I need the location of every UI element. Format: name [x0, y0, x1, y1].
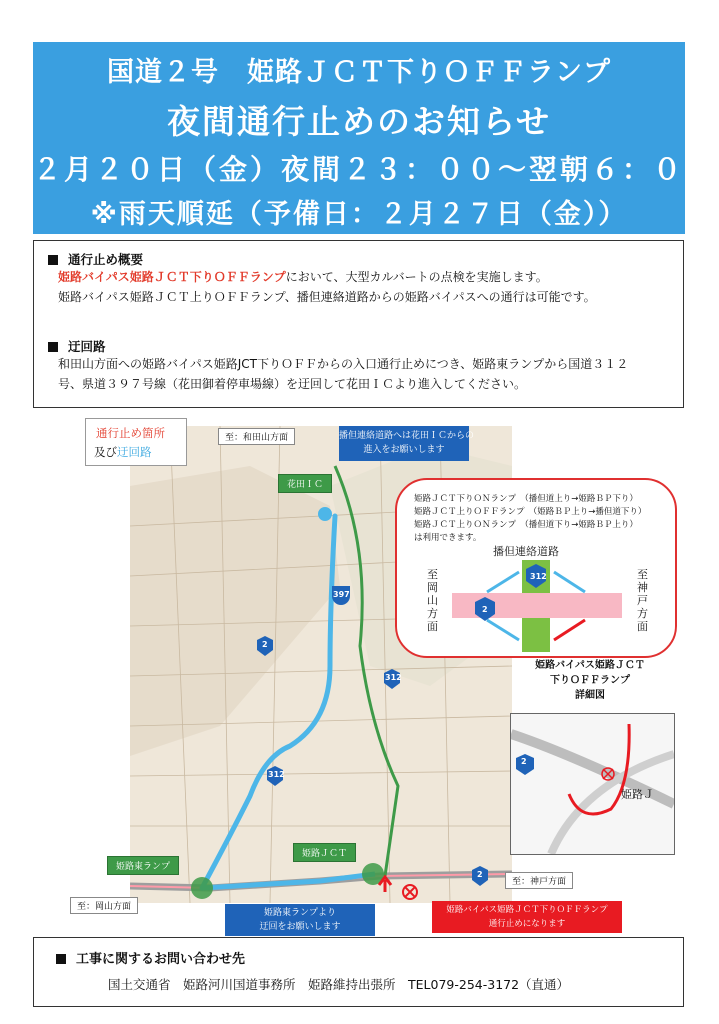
closed-ramp	[554, 620, 585, 640]
banner-datetime: ２月２０日（金）夜間２３：００～翌朝６：００	[33, 153, 716, 186]
detour-heading: 迂回路	[48, 337, 106, 355]
route-312-label-b: 312	[268, 770, 285, 779]
to-wadayama-label: 至：和田山方面	[218, 428, 295, 445]
callout-row-3: 姫路ＪＣＴ上りＯＮランプ （播但道下り→姫路ＢＰ上り）	[414, 520, 638, 530]
contact-body: 国土交通省 姫路河川国道事務所 姫路維持出張所 TEL079-254-3172（直通）	[108, 977, 570, 992]
to-okayama-label: 至：岡山方面	[70, 897, 138, 914]
ramp-b	[487, 620, 519, 640]
square-bullet-icon	[48, 255, 58, 265]
square-bullet-icon	[56, 954, 66, 964]
contact-box	[33, 937, 684, 1007]
banner-route-title: 国道２号 姫路ＪＣＴ下りＯＦＦランプ	[107, 57, 611, 88]
detour-request-note: 姫路東ランプより 迂回をお願いします	[225, 904, 375, 936]
callout-to-kobe: 至神戸方面	[637, 568, 648, 633]
route-2-label-b: 2	[477, 870, 483, 879]
callout-row-2: 姫路ＪＣＴ上りＯＦＦランプ （姫路ＢＰ上り→播但道下り）	[414, 507, 647, 517]
detail-himeji-label: 姫路Ｊ	[621, 788, 654, 801]
square-bullet-icon	[48, 342, 58, 352]
legend-closure: 通行止め箇所	[96, 426, 165, 440]
outline-box	[33, 240, 684, 408]
route-312-label-a: 312	[385, 673, 402, 682]
header-banner	[33, 42, 716, 234]
detour-line-2: 号、県道３９７号線（花田御着停車場線）を迂回して花田ＩＣより進入してください。	[58, 377, 527, 391]
ramp-a	[487, 572, 519, 592]
outline-line-1: 姫路バイパス姫路ＪＣＴ下りＯＦＦランプにおいて、大型カルバートの点検を実施します。	[58, 270, 548, 284]
detail-map-graphics	[511, 714, 674, 854]
callout-to-okayama: 至岡山方面	[427, 568, 438, 633]
outline-line-2: 姫路バイパス姫路ＪＣＴ上りＯＦＦランプ、播但連絡道路からの姫路バイパスへの通行は可能です。	[58, 290, 596, 304]
callout-row-4: は利用できます。	[414, 533, 482, 543]
detour-line-1: 和田山方面への姫路バイパス姫路JCT下りＯＦＦからの入口通行止めにつき、姫路東ランプから国道３１２	[58, 357, 629, 371]
detail-map-title: 姫路バイパス姫路ＪＣＴ 下りＯＦＦランプ 詳細図	[535, 660, 645, 701]
callout-row-1: 姫路ＪＣＴ下りＯＮランプ （播但道上り→姫路ＢＰ下り）	[414, 494, 638, 504]
callout-2-label: 2	[482, 605, 488, 614]
detail-map	[510, 713, 675, 855]
bantan-entry-note: 播但連絡道路へは花田ＩＣからの 進入をお願いします	[339, 426, 469, 461]
himeji-east-point	[191, 877, 213, 899]
route-2-label-a: 2	[262, 640, 268, 649]
callout-312-label: 312	[530, 572, 547, 581]
closure-note: 姫路バイパス姫路ＪＣＴ下りＯＦＦランプ 通行止めになります	[432, 901, 622, 933]
junction-diagram	[397, 480, 675, 656]
to-kobe-label: 至：神戸方面	[505, 872, 573, 889]
outline-heading: 通行止め概要	[48, 250, 143, 268]
himeji-jct-label: 姫路ＪＣＴ	[293, 843, 356, 862]
hanada-ic-point	[318, 507, 332, 521]
route-397-label: 397	[333, 590, 350, 599]
contact-heading: 工事に関するお問い合わせ先	[56, 948, 245, 967]
map-legend	[85, 418, 187, 466]
ramp-callout	[395, 478, 677, 658]
callout-bantan-label: 播但連絡道路	[493, 545, 559, 558]
himeji-east-ramp-label: 姫路東ランプ	[107, 856, 179, 875]
detail-2-label: 2	[521, 757, 527, 766]
banner-rain-note: ※雨天順延（予備日：２月２７日（金））	[90, 199, 628, 230]
legend-detour: 及び迂回路	[94, 445, 152, 459]
banner-notice-title: 夜間通行止めのお知らせ	[166, 102, 551, 141]
ramp-c	[554, 572, 585, 592]
hanada-ic-label: 花田ＩＣ	[278, 474, 332, 493]
